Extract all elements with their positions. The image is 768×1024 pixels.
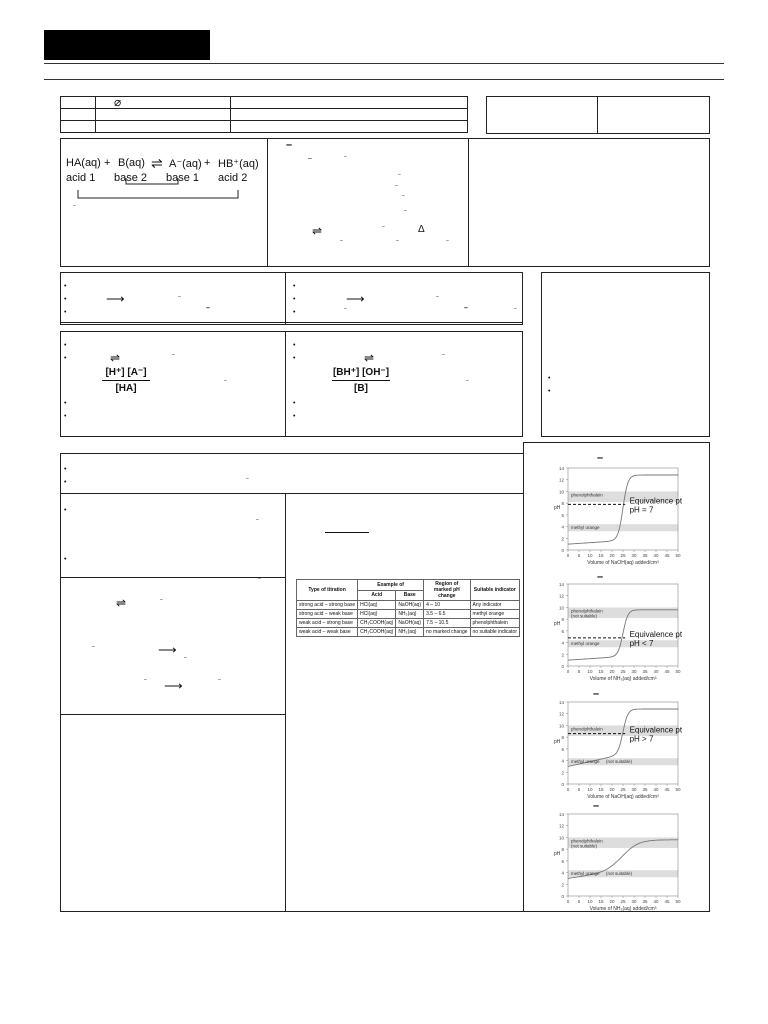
y-tick-label: 6	[561, 746, 564, 752]
x-tick-label: 15	[598, 669, 604, 674]
y-tick-label: 2	[561, 770, 564, 776]
band-bottom-note: (not suitable)	[606, 759, 633, 765]
titration-curve-line	[568, 475, 678, 544]
strong-base-panel	[285, 272, 523, 325]
conjugate-equation: HA(aq) + B(aq) ⇌ A⁻(aq) + HB⁺(aq) acid 1 base 2 base 1 acid 2	[66, 155, 259, 184]
table-row: weak acid – weak base CH₃COOH(aq) NH₃(aq) no marked change no suitable indicator	[297, 628, 520, 637]
y-tick-label: 0	[561, 548, 564, 553]
y-tick-label: 10	[558, 723, 564, 729]
band-top-label: phenolphthalein	[571, 492, 603, 498]
x-tick-label: 40	[653, 787, 659, 792]
y-tick-label: 6	[561, 512, 564, 518]
pair-brackets	[66, 168, 266, 208]
empty-set-symbol: ⌀	[114, 95, 122, 109]
x-axis-label: Volume of NaOH(aq) added/cm³	[587, 794, 659, 800]
x-tick-label: 45	[664, 787, 670, 792]
x-tick-label: 20	[609, 669, 615, 674]
x-tick-label: 0	[566, 553, 570, 558]
plot-frame	[568, 584, 678, 666]
y-axis-label: pH	[554, 851, 561, 857]
x-tick-label: 10	[587, 899, 593, 904]
y-tick-label: 2	[561, 536, 564, 542]
x-tick-label: 15	[598, 553, 604, 558]
top-table	[60, 96, 468, 133]
x-tick-label: 10	[587, 553, 593, 558]
fraction-line	[325, 532, 369, 533]
strong-acid-panel	[60, 272, 286, 325]
x-tick-label: 20	[609, 787, 615, 792]
x-tick-label: 30	[631, 899, 637, 904]
y-tick-label: 4	[561, 870, 564, 876]
x-tick-label: 0	[566, 899, 570, 904]
equivalence-ph-label: pH < 7	[629, 638, 654, 648]
y-tick-label: 2	[561, 652, 564, 658]
y-tick-label: 0	[561, 894, 564, 899]
band-bottom-label: methyl orange	[571, 641, 600, 647]
y-axis-label: pH	[554, 621, 561, 627]
x-tick-label: 30	[631, 669, 637, 674]
x-axis-label: Volume of NH₃(aq) added/cm³	[589, 676, 657, 682]
titration-curve-line	[568, 709, 678, 766]
equivalence-ph-label: pH = 7	[629, 505, 654, 515]
titration-curve-strong-weak	[548, 582, 698, 688]
band-top-label: phenolphthalein	[571, 608, 603, 614]
plot-frame	[568, 702, 678, 784]
x-tick-label: 45	[664, 553, 670, 558]
y-tick-label: 6	[561, 628, 564, 634]
x-tick-label: 45	[664, 899, 670, 904]
y-tick-label: 12	[558, 711, 564, 717]
header-rule-1	[44, 63, 724, 64]
band-bottom-label: methyl orange	[571, 871, 600, 877]
y-tick-label: 12	[558, 593, 564, 599]
x-tick-label: 25	[620, 553, 626, 558]
y-tick-label: 4	[561, 758, 564, 764]
y-tick-label: 10	[558, 489, 564, 495]
titration-curve-weak-strong	[548, 700, 698, 806]
x-tick-label: 35	[642, 553, 648, 558]
x-tick-label: 35	[642, 899, 648, 904]
x-tick-label: 40	[653, 553, 659, 558]
weak-base-panel	[285, 331, 523, 437]
x-tick-label: 25	[620, 787, 626, 792]
x-tick-label: 50	[675, 899, 681, 904]
table-row: weak acid – strong base CH₃COOH(aq) NaOH(aq) 7.5 – 10.5 phenolphthalein	[297, 619, 520, 628]
y-tick-label: 8	[561, 501, 564, 507]
x-tick-label: 30	[631, 553, 637, 558]
y-tick-label: 6	[561, 858, 564, 864]
titration-curve-strong-strong	[548, 466, 698, 572]
x-tick-label: 50	[675, 669, 681, 674]
band-bottom-label: methyl orange	[571, 525, 600, 531]
x-tick-label: 10	[587, 669, 593, 674]
x-tick-label: 5	[577, 553, 581, 558]
y-tick-label: 14	[558, 582, 564, 587]
y-tick-label: 8	[561, 847, 564, 853]
header-rule-2	[44, 79, 724, 80]
x-tick-label: 0	[566, 787, 570, 792]
x-tick-label: 15	[598, 899, 604, 904]
y-tick-label: 4	[561, 640, 564, 646]
top-right-table	[486, 96, 710, 134]
y-tick-label: 2	[561, 882, 564, 888]
y-tick-label: 12	[558, 477, 564, 483]
equivalence-label: Equivalence pt	[629, 496, 683, 506]
band-top-label: phenolphthalein	[571, 838, 603, 844]
x-tick-label: 0	[566, 669, 570, 674]
band-bottom-note: (not suitable)	[606, 871, 633, 877]
y-tick-label: 12	[558, 823, 564, 829]
x-axis-label: Volume of NaOH(aq) added/cm³	[587, 560, 659, 566]
x-tick-label: 45	[664, 669, 670, 674]
x-tick-label: 5	[577, 787, 581, 792]
y-tick-label: 0	[561, 782, 564, 787]
x-tick-label: 25	[620, 669, 626, 674]
kb-fraction: [BH⁺] [OH⁻] [B]	[332, 367, 390, 394]
x-tick-label: 20	[609, 899, 615, 904]
equivalence-ph-label: pH > 7	[629, 734, 654, 744]
band-top-note: (not suitable)	[571, 613, 598, 619]
x-tick-label: 40	[653, 669, 659, 674]
side-notes-panel	[541, 272, 710, 437]
x-tick-label: 35	[642, 787, 648, 792]
titration-table: Type of titration Example of Region of marked pH change Suitable indicator Acid Base strong acid – strong base HCl(aq) NaOH(aq) 4 – 10 Any indicator strong acid – weak base HCl(aq) NH₃(aq) 3.5 – 6.5 methyl orange weak acid – strong base CH₃COOH(aq) NaOH(aq) 7.5 – 10.5 phenolphthalein weak acid – weak base CH₃COOH(aq) NH₃(aq) no marked change no suitable indicator	[296, 579, 520, 637]
x-tick-label: 50	[675, 787, 681, 792]
header-bar	[44, 30, 210, 60]
indicator-section	[60, 453, 524, 912]
y-tick-label: 10	[558, 605, 564, 611]
y-tick-label: 14	[558, 812, 564, 817]
y-tick-label: 0	[561, 664, 564, 669]
x-tick-label: 35	[642, 669, 648, 674]
y-tick-label: 10	[558, 835, 564, 841]
x-tick-label: 20	[609, 553, 615, 558]
band-top-note: (not suitable)	[571, 843, 598, 849]
y-tick-label: 8	[561, 617, 564, 623]
band-bottom-label: methyl orange	[571, 759, 600, 765]
x-tick-label: 25	[620, 899, 626, 904]
weak-acid-panel	[60, 331, 286, 437]
table-row: strong acid – strong base HCl(aq) NaOH(aq) 4 – 10 Any indicator	[297, 601, 520, 610]
x-tick-label: 15	[598, 787, 604, 792]
y-tick-label: 8	[561, 735, 564, 741]
y-tick-label: 14	[558, 466, 564, 471]
titration-curve-weak-weak	[548, 812, 698, 918]
equivalence-label: Equivalence pt	[629, 725, 683, 735]
y-axis-label: pH	[554, 505, 561, 511]
x-axis-label: Volume of NH₃(aq) added/cm³	[589, 906, 657, 912]
x-tick-label: 10	[587, 787, 593, 792]
equivalence-label: Equivalence pt	[629, 629, 683, 639]
band-top-label: phenolphthalein	[571, 726, 603, 732]
x-tick-label: 5	[577, 669, 581, 674]
x-tick-label: 30	[631, 787, 637, 792]
x-tick-label: 5	[577, 899, 581, 904]
y-axis-label: pH	[554, 739, 561, 745]
ka-fraction: [H⁺] [A⁻] [HA]	[96, 367, 156, 401]
table-row: strong acid – weak base HCl(aq) NH₃(aq) 3.5 – 6.5 methyl orange	[297, 610, 520, 619]
y-tick-label: 4	[561, 524, 564, 530]
y-tick-label: 14	[558, 700, 564, 705]
x-tick-label: 40	[653, 899, 659, 904]
x-tick-label: 50	[675, 553, 681, 558]
